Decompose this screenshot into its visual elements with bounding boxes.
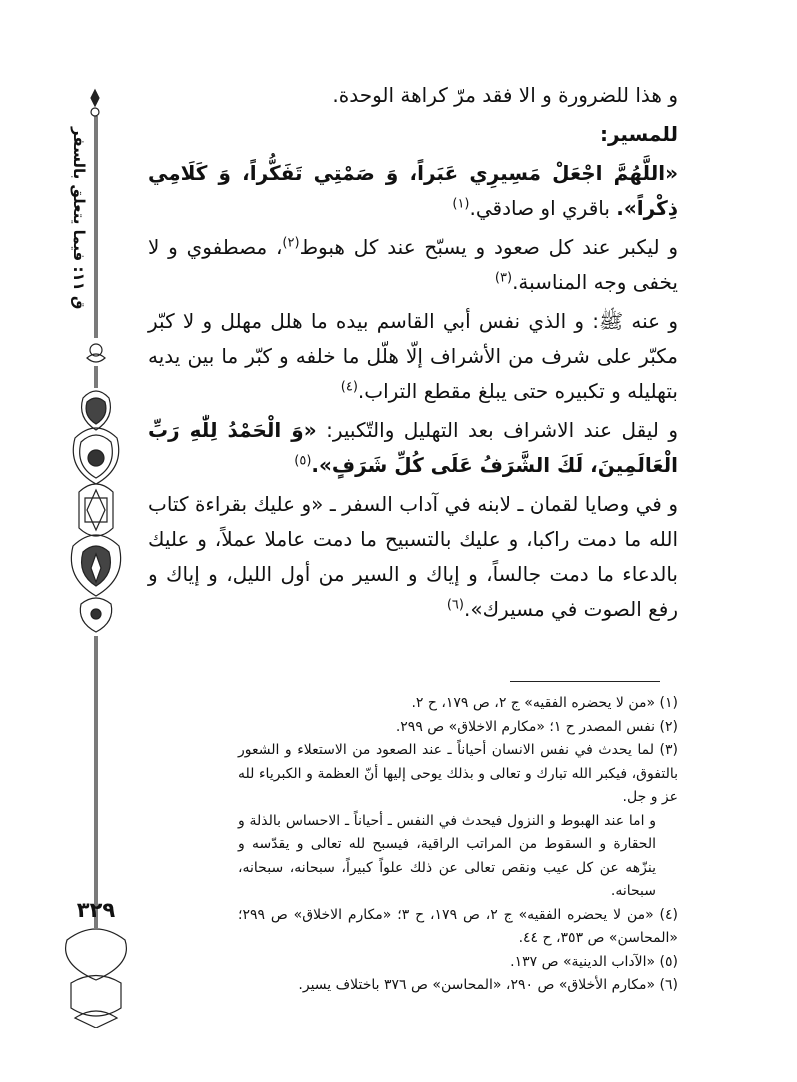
prayer-source: باقري او صادقي.	[469, 196, 617, 220]
footnote-5: (٥) «الآداب الدينية» ص ١٣٧.	[510, 953, 678, 970]
ishraf-quote: «وَ الْحَمْدُ لِلّٰهِ رَبِّ الْعَالَمِينَ، لَكَ الشَّرَفُ عَلَى كُلِّ شَرَفٍ».	[148, 418, 678, 477]
footnote-4: (٤) «من لا يحضره الفقيه» ج ٢، ص ١٧٩، ح ٣؛ «مكارم الاخلاق» ص ٢٩٩؛ «المحاسن» ص ٣٥٣، ح ٤٤.	[238, 906, 678, 946]
footnote-3: (٣) لما يحدث في نفس الانسان أحياناً ـ عند الصعود من الاستعلاء و الشعور بالتفوق، فيكبر الله تبارك و تعالى و بذلك يوحى إليها أنّ العظمة و الكبرياء لله عز و جل.	[238, 742, 678, 805]
section-heading	[148, 117, 678, 152]
footnotes	[238, 692, 678, 998]
paragraph-hadith	[148, 304, 678, 409]
running-head: ق ۱۱: فيما يتعلق بالسفر	[70, 126, 88, 310]
section-heading-text: للمسير:	[599, 122, 678, 146]
footnote-3-continued: و اما عند الهبوط و النزول فيحدث في النفس ـ أحياناً ـ الاحساس بالذلة و الحقارة و السقوط من المراتب الراقية، فيسبح لله تعالى و يقدّسه و ينزّهه عن كل عيب ونقص تعالى عن ذلك علواً كبيراً، سبحانه، سبحانه، سبحانه.	[238, 812, 656, 899]
footnote-mark-6: (٦)	[446, 597, 464, 613]
main-text	[148, 78, 678, 631]
paragraph-intro	[148, 78, 678, 113]
footnote-1: (١) «من لا يحضره الفقيه» ج ٢، ص ١٧٩، ح ٢.	[411, 695, 678, 711]
takbir-text-b: ، مصطفوي و لا يخفى وجه المناسبة.	[148, 235, 678, 294]
footnote-mark-2: (٢)	[282, 235, 300, 251]
luqman-text: و في وصايا لقمان ـ لابنه في آداب السفر ـ «و عليك بقراءة كتاب الله ما دمت راكبا، و عليك بالتسبيح ما دمت عاملا عملاً، و عليك بالدعاء ما دمت جالساً، و إياك و السير من أول الليل، و إياك و رفع الصوت في مسيرك».	[148, 492, 678, 621]
paragraph-takbir	[148, 230, 678, 300]
footnote-mark-4: (٤)	[340, 379, 358, 395]
footnote-separator	[510, 681, 660, 682]
page-number: ٣٢٩	[76, 898, 116, 922]
paragraph-ishraf	[148, 413, 678, 483]
footnote-mark-3: (٣)	[494, 270, 513, 286]
paragraph-intro-text: و هذا للضرورة و الا فقد مرّ كراهة الوحدة.	[332, 83, 678, 107]
takbir-text-a: و ليكبر عند كل صعود و يسبّح عند كل هبوط	[299, 235, 678, 259]
paragraph-prayer	[148, 156, 678, 226]
paragraph-luqman	[148, 487, 678, 627]
footnote-mark-5: (٥)	[294, 453, 312, 469]
footnote-6: (٦) «مكارم الأخلاق» ص ٢٩٠، «المحاسن» ص ٣٧٦ باختلاف يسير.	[298, 977, 678, 993]
hadith-text: و عنه ﷺ: و الذي نفس أبي القاسم بيده ما هلل مهلل و لا كبّر مكبّر على شرف من الأشراف إلّا هلّل ما خلفه و كبّر ما بين يديه بتهليله و تكبيره حتى يبلغ مقطع التراب.	[148, 309, 678, 403]
footnote-mark-1: (١)	[452, 196, 470, 212]
prayer-quote: «اللَّهُمَّ اجْعَلْ مَسِيرِي عَبَراً، وَ صَمْتِي تَفَكُّراً، وَ كَلَامِي ذِكْراً».	[148, 161, 678, 220]
footnote-2: (٢) نفس المصدر ح ١؛ «مكارم الاخلاق» ص ٢٩٩.	[395, 718, 678, 735]
ishraf-text: و ليقل عند الاشراف بعد التهليل والتّكبير:	[316, 418, 679, 442]
